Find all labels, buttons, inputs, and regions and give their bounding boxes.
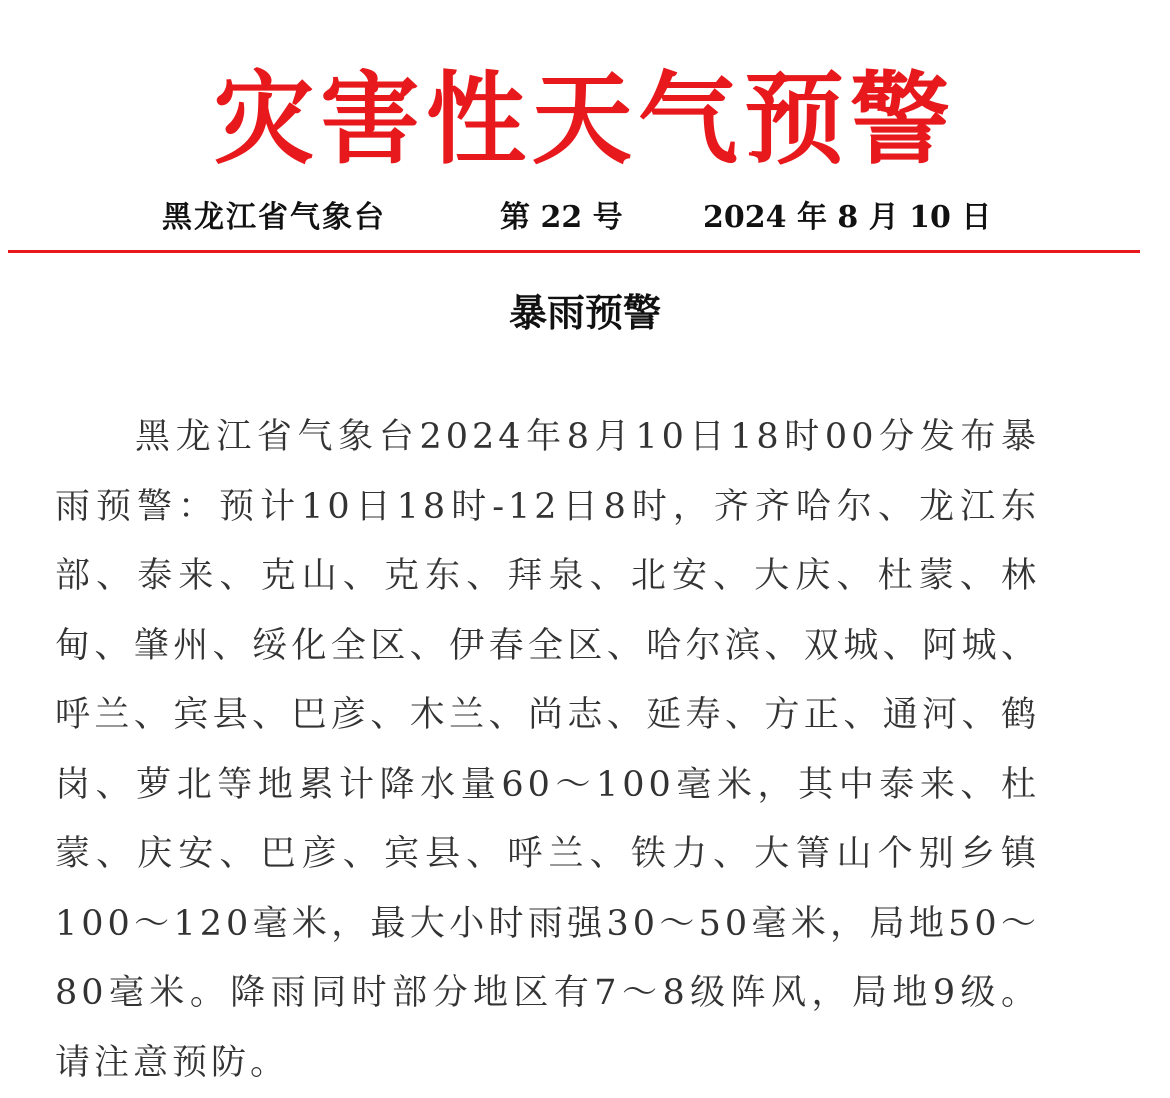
- issue-number: 第 22 号: [500, 200, 623, 235]
- warning-title: 暴雨预警: [508, 290, 661, 335]
- document-title: 灾害性天气预警: [214, 61, 956, 178]
- header-divider: [8, 250, 1140, 253]
- document-header: [0, 196, 1170, 240]
- issuer-name: 黑龙江省气象台: [162, 200, 386, 235]
- warning-body: 黑龙江省气象台2024年8月10日18时00分发布暴雨预警：预计10日18时-12日8时，齐齐哈尔、龙江东部、泰来、克山、克东、拜泉、北安、大庆、杜蒙、林甸、肇州、绥化全区、伊春全区、哈尔滨、双城、阿城、呼兰、宾县、巴彦、木兰、尚志、延寿、方正、通河、鹤岗、萝北等地累计降水量60～100毫米，其中泰来、杜蒙、庆安、巴彦、宾县、呼兰、铁力、大箐山个别乡镇100～120毫米，最大小时雨强30～50毫米，局地50～80毫米。降雨同时部分地区有7～8级阵风，局地9级。请注意预防。: [55, 417, 1040, 1083]
- issue-date: 2024 年 8 月 10 日: [703, 200, 992, 235]
